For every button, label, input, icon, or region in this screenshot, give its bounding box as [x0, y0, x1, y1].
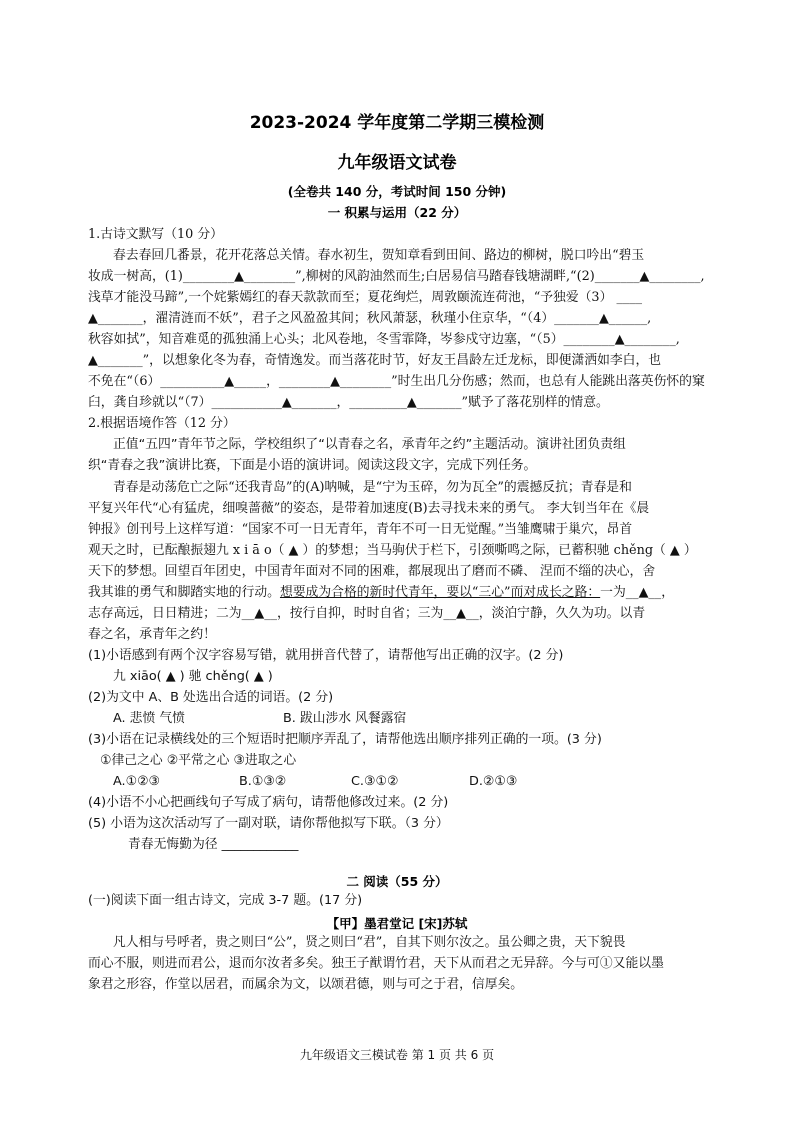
classical-line: 凡人相与号呼者，贵之则曰“公”，贤之则曰“君”，自其下则尔汝之。虽公卿之贵，天下貌畏: [113, 935, 626, 950]
q2-sub5-couplet: 青春无悔勤为径 ____________: [128, 837, 299, 852]
speech-line: 观天之时，已酝酿振翅九 x i ā o（ ▲ ）的梦想；当马驹伏于栏下，引颈嘶鸣之际，已蓄积驰 chěng（ ▲ ）: [88, 543, 697, 558]
q2-sub1: (1)小语感到有两个汉字容易写错，就用拼音代替了，请帮他写出正确的汉字。(2 分): [88, 648, 564, 663]
q2-sub5: (5) 小语为这次活动写了一副对联，请你帮他拟写下联。（3 分）: [88, 816, 449, 831]
underlined-sentence: 想要成为合格的新时代青年，要以“三心”而对成长之路：: [279, 585, 601, 600]
q1-line: 臼，龚自珍就以“（7）___________▲_______，_________▲_______”赋予了落花别样的情意。: [88, 395, 609, 410]
choice-b: B.①③②: [239, 774, 287, 789]
section-1-title: 一 积累与运用（22 分）: [327, 205, 467, 220]
text-title: 【甲】墨君堂记 [宋]苏轼: [326, 916, 468, 931]
classical-line: 而心不服，则进而君公，退而尔汝者多矣。独王子猷谓竹君，天下从而君之无异辞。今与可①又能以墨: [88, 956, 664, 971]
q2-intro-line: 织“青春之我”演讲比赛，下面是小语的演讲词。阅读这段文字，完成下列任务。: [88, 458, 537, 473]
speech-line: 平复兴年代“心有猛虎，细嗅蔷薇”的姿态，是带着加速度(B)去寻找未来的勇气。 李大钊当年在《晨: [88, 501, 650, 516]
choice-c: C.③①②: [351, 774, 399, 789]
exam-subtitle: 九年级语文试卷: [337, 153, 457, 173]
exam-note: (全卷共 140 分，考试时间 150 分钟): [287, 184, 507, 199]
q2-sub2: (2)为文中 A、B 处选出合适的词语。(2 分): [88, 690, 334, 705]
speech-line: [88, 585, 706, 601]
speech-line: 钟报》创刊号上这样写道：“国家不可一日无青年，青年不可一日无觉醒。”当雏鹰啸于巢穴，昂首: [88, 522, 633, 537]
q1-line: 妆成一树高，(1)________▲________”,柳树的风韵油然而生;白居易信马踏春钱塘湖畔,“(2)_______▲________,: [88, 269, 705, 284]
choice-d: D.②①③: [469, 774, 518, 789]
speech-line: 春之名，承青年之约！: [88, 627, 216, 642]
choice-a: A.①②③: [113, 774, 161, 789]
speech-line: 天下的梦想。回望百年团史，中国青年面对不同的困难，都展现出了磨而不磷、 涅而不缁的决心，舍: [88, 564, 656, 579]
speech-line: 志存高远，日日精进；二为__▲__，按行自抑，时时自省；三为__▲__，淡泊宁静，久久为功。以青: [88, 606, 646, 621]
q2-sub1-answer: 九 xiāo( ▲ ) 驰 chěng( ▲ ): [113, 669, 273, 684]
speech-text: 一为__▲__，: [600, 585, 674, 600]
q2-sub3-items: ①律己之心 ②平常之心 ③进取之心: [100, 753, 297, 768]
section-2-title: 二 阅读（55 分）: [346, 874, 448, 889]
q2-sub4: (4)小语不小心把画线句子写成了病句，请帮他修改过来。(2 分): [88, 795, 449, 810]
q2-heading: 2.根据语境作答（12 分）: [88, 416, 236, 431]
q2-sub2-options: [113, 711, 706, 727]
option-b: B. 跋山涉水 风餐露宿: [283, 711, 407, 726]
q1-line: 浅草才能没马蹄”,一个姹紫嫣红的春天款款而至；夏花绚烂，周敦颐流连荷池，“予独爱（3） ____: [88, 290, 643, 305]
q1-line: 秋容如拭”，知音难觅的孤独涌上心头；北风卷地，冬雪霏降，岑参戍守边塞，“（5）________▲________,: [88, 332, 680, 347]
classical-line: 象君之形容，作堂以居君，而属余为文，以颂君德，则与可之于君，信厚矣。: [88, 977, 524, 992]
q1-line: 春去春回几番景，花开花落总关情。春水初生，贺知章看到田间、路边的柳树，脱口吟出“碧玉: [113, 248, 645, 263]
q2-intro-line: 正值“五四”青年节之际，学校组织了“以青春之名，承青年之约”主题活动。演讲社团负责组: [113, 437, 626, 452]
q1-line: ▲_______，濯清涟而不妖”，君子之风盈盈其间；秋风萧瑟，秋瑾小住京华，“（4）_______▲______,: [88, 311, 652, 326]
q1-heading: 1.古诗文默写（10 分）: [88, 227, 223, 242]
reading-intro: (一)阅读下面一组古诗文，完成 3-7 题。(17 分): [88, 893, 363, 908]
q2-sub3: (3)小语在记录横线处的三个短语时把顺序弄乱了，请帮他选出顺序排列正确的一项。(3 分): [88, 732, 602, 747]
speech-text: 我其谁的勇气和脚踏实地的行动。: [88, 585, 280, 600]
q1-line: 不免在“（6）__________▲_____，________▲________”时生出几分伤感；然而，也总有人能跳出落英伤怀的窠: [88, 374, 705, 389]
q1-line: ▲_______”，以想象化冬为春，奇情逸发。而当落花时节，好友王昌龄左迁龙标，即便潇洒如李白，也: [88, 353, 662, 368]
speech-line: 青春是动荡危亡之际“还我青岛”的(A)呐喊，是“宁为玉碎，勿为瓦全”的震撼反抗；青春是和: [113, 480, 632, 495]
option-a: A. 悲愤 气愤: [113, 711, 185, 726]
page-footer: 九年级语文三模试卷 第 1 页 共 6 页: [299, 1048, 495, 1062]
q2-sub3-choices: [113, 774, 706, 790]
exam-title: 2023-2024 学年度第二学期三模检测: [249, 113, 545, 133]
